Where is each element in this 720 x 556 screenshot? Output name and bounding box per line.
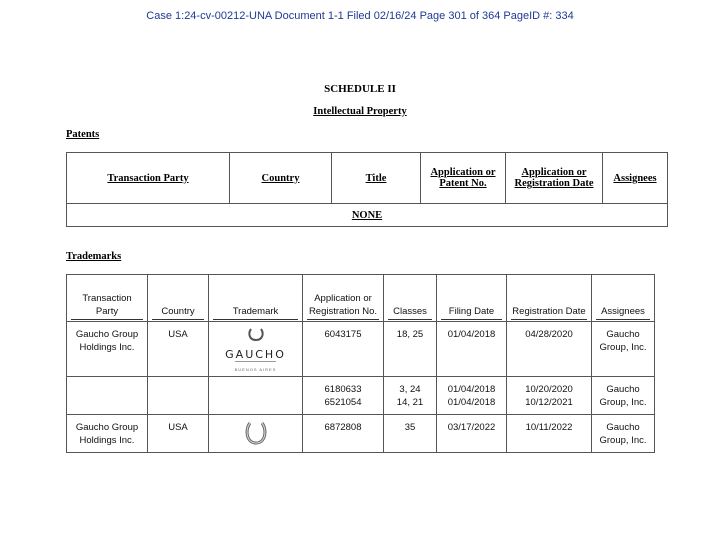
patents-header-row	[67, 153, 668, 204]
table-row	[67, 377, 655, 415]
tm-reg-date: 10/11/2022	[507, 415, 592, 453]
tm-col-app-no: Application or Registration No.	[303, 275, 384, 322]
tm-assignees: Gaucho Group, Inc.	[592, 415, 655, 453]
tm-assignees: Gaucho Group, Inc.	[592, 377, 655, 415]
tm-classes: 18, 25	[384, 322, 437, 377]
patents-col-title: Title	[332, 153, 421, 204]
tm-col-assignees: Assignees	[592, 275, 655, 322]
patents-col-country: Country	[230, 153, 332, 204]
horseshoe-logo	[209, 415, 303, 453]
tm-party	[67, 377, 148, 415]
horseshoe-icon	[247, 328, 265, 342]
patents-col-party: Transaction Party	[67, 153, 230, 204]
patents-none-cell: NONE	[67, 204, 668, 227]
patents-table	[66, 152, 668, 227]
table-row	[67, 415, 655, 453]
schedule-subtitle: Intellectual Property	[313, 106, 407, 117]
tm-reg-date: 04/28/2020	[507, 322, 592, 377]
schedule-title: SCHEDULE II	[324, 83, 396, 95]
tm-col-classes: Classes	[384, 275, 437, 322]
case-header: Case 1:24-cv-00212-UNA Document 1-1 Filed 02/16/24 Page 301 of 364 PageID #: 334	[146, 10, 574, 22]
trademarks-table	[66, 274, 655, 453]
tm-app-no: 6043175	[303, 322, 384, 377]
patents-col-assignees: Assignees	[603, 153, 668, 204]
tm-reg-date: 10/20/2020 10/12/2021	[507, 377, 592, 415]
patents-section-label: Patents	[66, 129, 100, 140]
table-row	[67, 322, 655, 377]
tm-country: USA	[148, 415, 209, 453]
tm-col-reg-date: Registration Date	[507, 275, 592, 322]
trademarks-header-row	[67, 275, 655, 322]
trademarks-section-label: Trademarks	[66, 251, 122, 262]
patents-col-app-no: Application or Patent No.	[421, 153, 506, 204]
tm-country	[148, 377, 209, 415]
tm-filing-date: 01/04/2018 01/04/2018	[437, 377, 507, 415]
tm-assignees: Gaucho Group, Inc.	[592, 322, 655, 377]
tm-col-trademark: Trademark	[209, 275, 303, 322]
tm-country: USA	[148, 322, 209, 377]
tm-trademark-empty	[209, 377, 303, 415]
logo-subtext: BUENOS AIRES	[235, 361, 277, 376]
tm-party: Gaucho Group Holdings Inc.	[67, 322, 148, 377]
logo-wordmark: GAUCHO	[225, 348, 286, 361]
patents-none-row	[67, 204, 668, 227]
tm-party: Gaucho Group Holdings Inc.	[67, 415, 148, 453]
tm-classes: 35	[384, 415, 437, 453]
tm-col-party: Transaction Party	[67, 275, 148, 322]
horseshoe-icon	[244, 421, 268, 447]
tm-app-no: 6180633 6521054	[303, 377, 384, 415]
tm-classes: 3, 24 14, 21	[384, 377, 437, 415]
tm-col-filing-date: Filing Date	[437, 275, 507, 322]
gaucho-wordmark-logo	[209, 322, 303, 377]
patents-col-reg-date: Application or Registration Date	[506, 153, 603, 204]
tm-col-country: Country	[148, 275, 209, 322]
tm-app-no: 6872808	[303, 415, 384, 453]
tm-filing-date: 01/04/2018	[437, 322, 507, 377]
tm-filing-date: 03/17/2022	[437, 415, 507, 453]
